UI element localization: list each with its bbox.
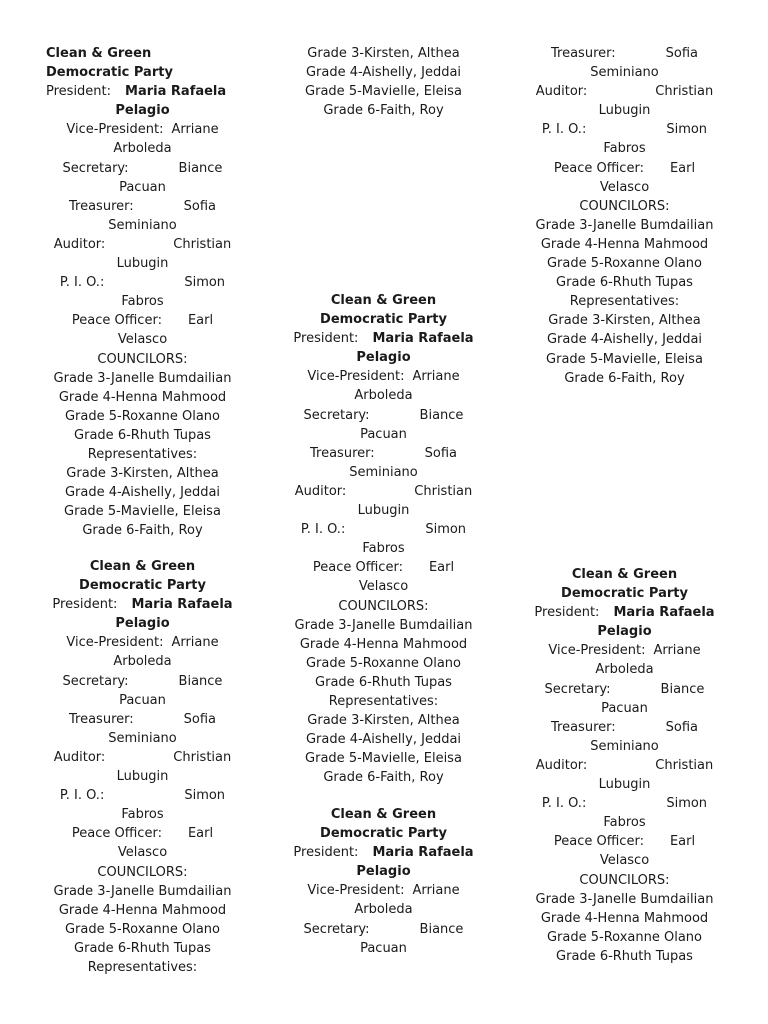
pio-name-cont: Fabros (603, 141, 646, 157)
secretary-label: Secretary: (303, 407, 370, 423)
president-name: Maria Rafaela (613, 605, 715, 621)
treasurer-label: Treasurer: (551, 46, 616, 61)
president-line (22, 595, 263, 614)
pio-line (22, 786, 263, 805)
treasurer-label: Treasurer: (69, 198, 134, 214)
president-name-cont: Pelagio (115, 616, 170, 632)
vp-name: Arriane (412, 369, 460, 385)
vp-name: Arriane (171, 635, 219, 651)
treasurer-line (22, 710, 263, 729)
councilors-label: COUNCILORS: (97, 864, 188, 880)
pio-label: P. I. O.: (541, 122, 587, 138)
councilor-item: Grade 3-Janelle Bumdailian (535, 217, 714, 233)
vp-name-cont: Arboleda (113, 141, 172, 157)
president-name-cont: Pelagio (356, 350, 411, 366)
secretary-line (22, 672, 263, 691)
peace-label: Peace Officer: (553, 160, 644, 176)
president-label: President: (46, 84, 112, 100)
party-block (263, 805, 504, 958)
vp-label: Vice-President: (548, 643, 646, 659)
secretary-name: Biance (178, 160, 223, 176)
councilor-item: Grade 3-Janelle Bumdailian (53, 883, 232, 899)
auditor-label: Auditor: (53, 749, 106, 765)
party-title: Clean & Green (46, 46, 152, 61)
representative-item: Grade 4-Aishelly, Jeddai (64, 485, 221, 501)
treasurer-name-cont: Seminiano (108, 217, 177, 233)
party-block-continuation (504, 44, 745, 388)
treasurer-label: Treasurer: (551, 719, 616, 735)
representatives-continuation (263, 44, 504, 120)
auditor-line (504, 756, 745, 775)
president-label: President: (293, 331, 359, 347)
representative-item: Grade 5-Mavielle, Eleisa (305, 751, 462, 767)
vp-line (22, 120, 263, 139)
councilor-item: Grade 6-Rhuth Tupas (315, 674, 452, 690)
vp-name-cont: Arboleda (113, 654, 172, 670)
pio-name: Simon (666, 122, 708, 138)
auditor-line (263, 482, 504, 501)
treasurer-name: Sofia (424, 445, 457, 461)
councilor-item: Grade 4-Henna Mahmood (58, 389, 227, 405)
party-block (263, 291, 504, 787)
president-name-cont: Pelagio (356, 864, 411, 880)
vp-label: Vice-President: (307, 883, 405, 899)
party-title: Democratic Party (561, 586, 688, 602)
vp-line (504, 641, 745, 660)
councilor-item: Grade 5-Roxanne Olano (64, 408, 220, 424)
auditor-name: Christian (173, 749, 232, 765)
vp-name: Arriane (171, 122, 219, 138)
party-title: Democratic Party (79, 578, 206, 594)
party-title: Clean & Green (330, 807, 437, 822)
auditor-name-cont: Lubugin (116, 256, 169, 272)
representative-item: Grade 6-Faith, Roy (323, 103, 444, 119)
representative-item: Grade 6-Faith, Roy (82, 523, 203, 539)
councilor-item: Grade 6-Rhuth Tupas (74, 940, 211, 956)
secretary-name-cont: Pacuan (360, 426, 407, 442)
councilor-item: Grade 6-Rhuth Tupas (74, 427, 211, 443)
vp-label: Vice-President: (66, 122, 164, 138)
president-line (263, 329, 504, 348)
councilor-item: Grade 4-Henna Mahmood (299, 636, 468, 652)
pio-line (22, 273, 263, 292)
peace-name: Earl (187, 826, 214, 842)
vp-label: Vice-President: (307, 369, 405, 385)
auditor-name-cont: Lubugin (598, 777, 651, 793)
president-name-cont: Pelagio (597, 624, 652, 640)
representatives-label: Representatives: (87, 959, 198, 975)
peace-name-cont: Velasco (117, 332, 168, 348)
councilor-item: Grade 5-Roxanne Olano (305, 655, 461, 671)
president-name: Maria Rafaela (131, 597, 233, 613)
vp-name-cont: Arboleda (595, 662, 654, 678)
secretary-name: Biance (419, 407, 464, 423)
treasurer-name: Sofia (665, 46, 698, 61)
party-block (504, 565, 745, 966)
representative-item: Grade 4-Aishelly, Jeddai (305, 732, 462, 748)
auditor-label: Auditor: (535, 757, 588, 773)
peace-name: Earl (669, 834, 696, 850)
councilor-item: Grade 3-Janelle Bumdailian (535, 891, 714, 907)
president-name: Maria Rafaela (372, 331, 474, 347)
party-block (22, 557, 263, 977)
secretary-name-cont: Pacuan (601, 700, 648, 716)
party-title: Clean & Green (571, 567, 678, 582)
councilor-item: Grade 5-Roxanne Olano (546, 256, 702, 272)
councilor-item: Grade 4-Henna Mahmood (540, 236, 709, 252)
representatives-label: Representatives: (569, 294, 680, 310)
representative-item: Grade 3-Kirsten, Althea (548, 313, 701, 329)
secretary-name: Biance (419, 921, 464, 937)
pio-label: P. I. O.: (59, 275, 105, 291)
peace-line (263, 558, 504, 577)
peace-name-cont: Velasco (599, 179, 650, 195)
secretary-line (263, 920, 504, 939)
treasurer-line (504, 44, 745, 63)
auditor-name-cont: Lubugin (598, 103, 651, 119)
treasurer-name: Sofia (183, 711, 216, 727)
secretary-line (263, 406, 504, 425)
vp-line (263, 367, 504, 386)
treasurer-name-cont: Seminiano (349, 464, 418, 480)
pio-label: P. I. O.: (541, 796, 587, 812)
peace-name-cont: Velasco (117, 845, 168, 861)
secretary-label: Secretary: (62, 673, 129, 689)
peace-name: Earl (428, 560, 455, 576)
treasurer-line (22, 197, 263, 216)
auditor-name: Christian (655, 757, 714, 773)
president-name: Maria Rafaela (125, 84, 227, 100)
councilor-item: Grade 3-Janelle Bumdailian (294, 617, 473, 633)
treasurer-name: Sofia (183, 198, 216, 214)
representatives-label: Representatives: (87, 446, 198, 462)
auditor-line (22, 748, 263, 767)
secretary-name-cont: Pacuan (119, 692, 166, 708)
auditor-name-cont: Lubugin (116, 769, 169, 785)
treasurer-name-cont: Seminiano (590, 65, 659, 81)
president-name: Maria Rafaela (372, 845, 474, 861)
councilors-label: COUNCILORS: (97, 351, 188, 367)
treasurer-line (263, 444, 504, 463)
councilor-item: Grade 4-Henna Mahmood (58, 902, 227, 918)
secretary-name-cont: Pacuan (119, 179, 166, 195)
representative-item: Grade 3-Kirsten, Althea (66, 466, 219, 482)
auditor-label: Auditor: (535, 84, 588, 100)
pio-name-cont: Fabros (121, 807, 164, 823)
representative-item: Grade 3-Kirsten, Althea (307, 713, 460, 729)
councilors-label: COUNCILORS: (579, 872, 670, 888)
councilors-label: COUNCILORS: (579, 198, 670, 214)
secretary-line (504, 680, 745, 699)
secretary-label: Secretary: (303, 921, 370, 937)
pio-label: P. I. O.: (59, 788, 105, 804)
representative-item: Grade 6-Faith, Roy (564, 370, 685, 386)
councilor-item: Grade 5-Roxanne Olano (64, 921, 220, 937)
treasurer-name-cont: Seminiano (590, 738, 659, 754)
secretary-label: Secretary: (544, 681, 611, 697)
auditor-line (22, 235, 263, 254)
vp-line (22, 633, 263, 652)
vp-name-cont: Arboleda (354, 902, 413, 918)
party-title: Democratic Party (320, 826, 447, 842)
auditor-name: Christian (173, 236, 232, 252)
vp-name-cont: Arboleda (354, 388, 413, 404)
president-line (504, 603, 745, 622)
peace-name: Earl (669, 160, 696, 176)
peace-label: Peace Officer: (553, 834, 644, 850)
peace-line (504, 159, 745, 178)
councilor-item: Grade 3-Janelle Bumdailian (53, 370, 232, 386)
peace-line (22, 311, 263, 330)
peace-name-cont: Velasco (358, 579, 409, 595)
representative-item: Grade 3-Kirsten, Althea (307, 46, 460, 61)
auditor-name: Christian (414, 483, 473, 499)
secretary-name: Biance (660, 681, 705, 697)
peace-label: Peace Officer: (71, 313, 162, 329)
councilor-item: Grade 6-Rhuth Tupas (556, 948, 693, 964)
representatives-label: Representatives: (328, 693, 439, 709)
treasurer-name-cont: Seminiano (108, 730, 177, 746)
pio-line (504, 794, 745, 813)
councilor-item: Grade 5-Roxanne Olano (546, 929, 702, 945)
auditor-label: Auditor: (294, 483, 347, 499)
pio-name: Simon (184, 275, 226, 291)
pio-name-cont: Fabros (121, 294, 164, 310)
pio-name-cont: Fabros (362, 541, 405, 557)
president-label: President: (534, 605, 600, 621)
pio-line (504, 120, 745, 139)
representative-item: Grade 5-Mavielle, Eleisa (64, 504, 221, 520)
secretary-label: Secretary: (62, 160, 129, 176)
vp-label: Vice-President: (66, 635, 164, 651)
president-line (22, 82, 263, 101)
president-label: President: (293, 845, 359, 861)
treasurer-name: Sofia (665, 719, 698, 735)
representative-item: Grade 4-Aishelly, Jeddai (546, 332, 703, 348)
party-title: Democratic Party (46, 65, 173, 81)
peace-label: Peace Officer: (71, 826, 162, 842)
peace-line (22, 824, 263, 843)
pio-label: P. I. O.: (300, 522, 346, 538)
president-name-cont: Pelagio (115, 103, 170, 119)
pio-line (263, 520, 504, 539)
secretary-name: Biance (178, 673, 223, 689)
party-block (22, 44, 263, 540)
treasurer-line (504, 718, 745, 737)
representative-item: Grade 4-Aishelly, Jeddai (305, 65, 462, 81)
pio-name: Simon (666, 796, 708, 812)
councilor-item: Grade 6-Rhuth Tupas (556, 275, 693, 291)
treasurer-label: Treasurer: (310, 445, 375, 461)
president-line (263, 843, 504, 862)
vp-name: Arriane (412, 883, 460, 899)
peace-label: Peace Officer: (312, 560, 403, 576)
peace-name: Earl (187, 313, 214, 329)
party-title: Clean & Green (330, 293, 437, 308)
peace-line (504, 832, 745, 851)
representative-item: Grade 5-Mavielle, Eleisa (546, 351, 703, 367)
representative-item: Grade 5-Mavielle, Eleisa (305, 84, 462, 100)
column-1 (22, 0, 263, 1024)
auditor-label: Auditor: (53, 236, 106, 252)
vp-line (263, 881, 504, 900)
auditor-line (504, 82, 745, 101)
peace-name-cont: Velasco (599, 853, 650, 869)
pio-name: Simon (184, 788, 226, 804)
column-2 (263, 0, 504, 1024)
vp-name: Arriane (653, 643, 701, 659)
councilor-item: Grade 4-Henna Mahmood (540, 910, 709, 926)
secretary-name-cont: Pacuan (360, 940, 407, 956)
president-label: President: (52, 597, 118, 613)
pio-name: Simon (425, 522, 467, 538)
auditor-name-cont: Lubugin (357, 503, 410, 519)
secretary-line (22, 159, 263, 178)
party-title: Democratic Party (320, 312, 447, 328)
representative-item: Grade 6-Faith, Roy (323, 770, 444, 786)
party-title: Clean & Green (89, 559, 196, 574)
column-3 (504, 0, 745, 1024)
treasurer-label: Treasurer: (69, 711, 134, 727)
pio-name-cont: Fabros (603, 815, 646, 831)
councilors-label: COUNCILORS: (338, 598, 429, 614)
auditor-name: Christian (655, 84, 714, 100)
